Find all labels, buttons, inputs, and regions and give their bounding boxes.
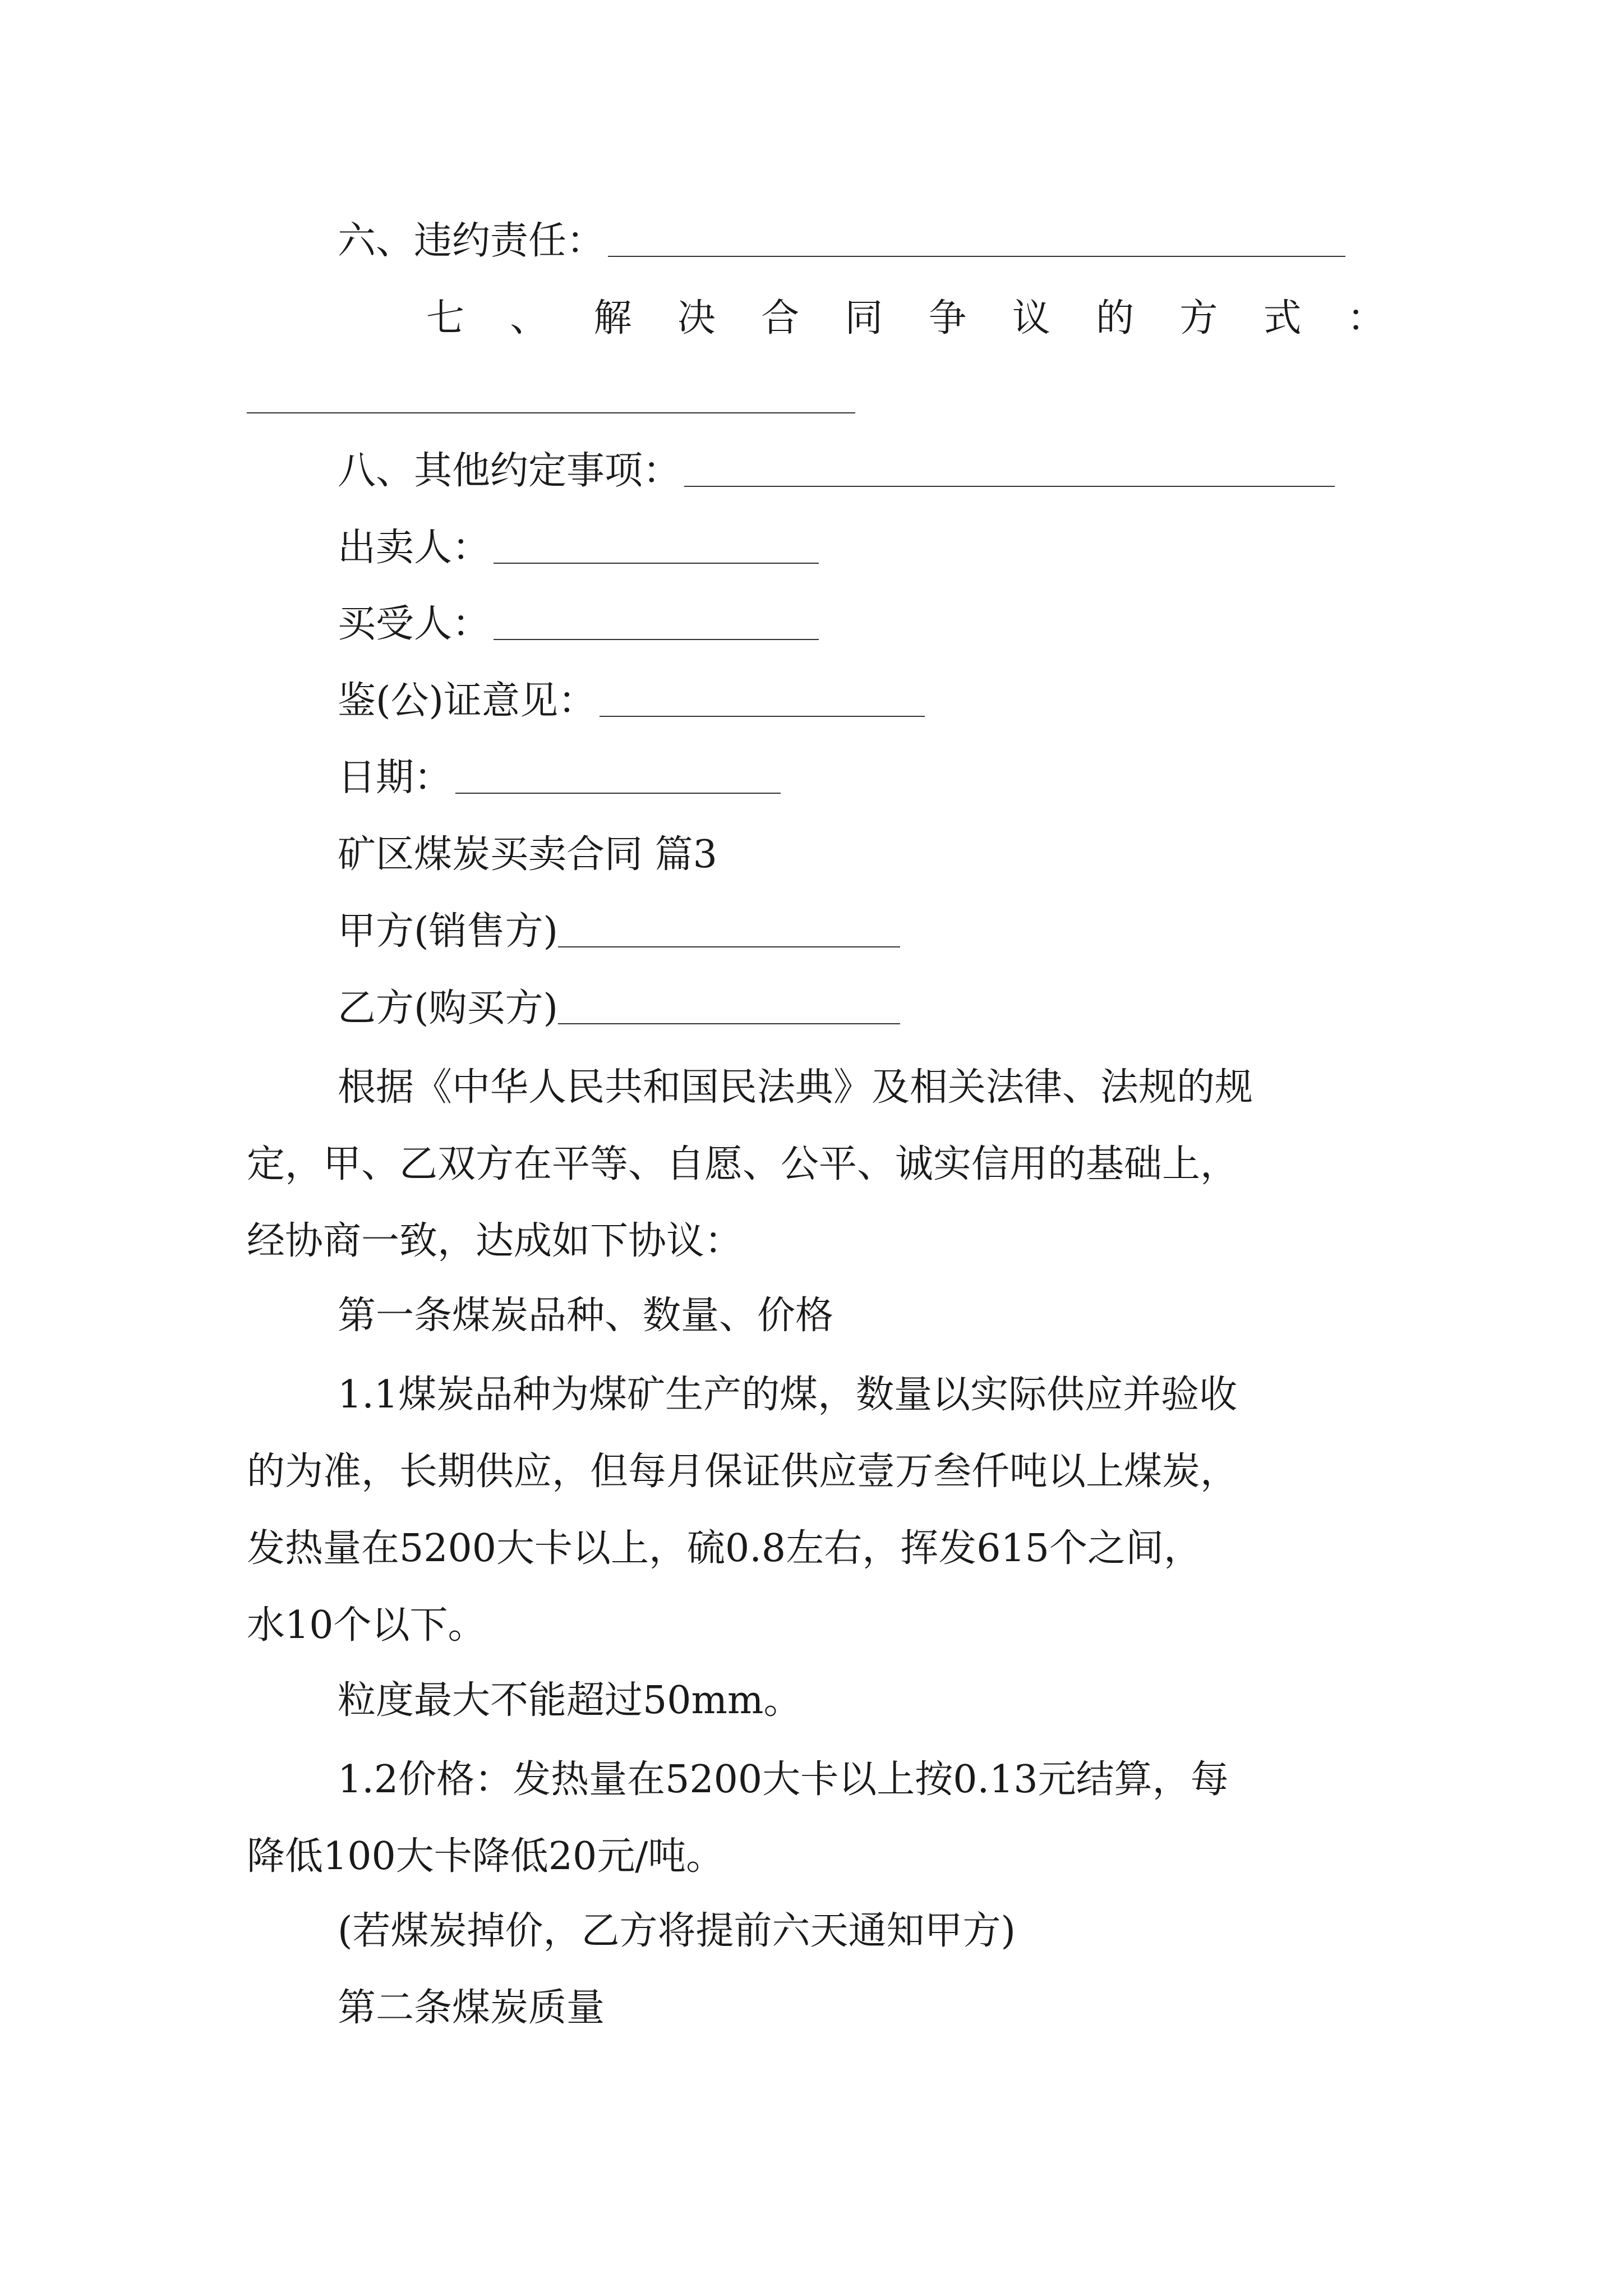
paragraph-1-1-line-3: 发热量在5200大卡以上，硫0.8左右，挥发615个之间， [247, 1526, 1202, 1571]
seller-line [247, 520, 1385, 576]
clause-eight-label: 八、其他约定事项： [338, 449, 681, 493]
clause-seven-char-2: 解 [593, 296, 632, 341]
buyer-blank[interactable] [494, 633, 819, 640]
paragraph-1-1-line-2: 的为准，长期供应，但每月保证供应壹万叁仟吨以上煤炭， [247, 1450, 1239, 1494]
party-b-label: 乙方(购买方) [338, 986, 559, 1030]
date-blank[interactable] [455, 787, 781, 794]
article-one-title-text: 第一条煤炭品种、数量、价格 [338, 1294, 834, 1338]
buyer-label: 买受人： [338, 602, 491, 646]
clause-six [247, 213, 1385, 269]
section-title-text: 矿区煤炭买卖合同 篇3 [338, 832, 717, 877]
paragraph-price-note [247, 1903, 1385, 1959]
paragraph-basis-line-1: 根据《中华人民共和国民法典》及相关法律、法规的规 [338, 1065, 1253, 1110]
date-label: 日期： [338, 756, 453, 800]
paragraph-1-1-line-1: 1.1煤炭品种为煤矿生产的煤，数量以实际供应并验收 [338, 1373, 1238, 1417]
paragraph-price-note-text: (若煤炭掉价，乙方将提前六天通知甲方) [338, 1909, 1016, 1953]
paragraph-1-1-line-4: 水10个以下。 [247, 1603, 486, 1648]
party-a-line [247, 904, 1385, 960]
clause-seven-char-9: 方 [1179, 296, 1218, 341]
article-one-title [247, 1288, 1385, 1344]
clause-seven-blank[interactable] [247, 412, 855, 413]
paragraph-1-2 [247, 1741, 1385, 1895]
clause-eight [247, 443, 1385, 499]
clause-eight-blank[interactable] [684, 480, 1335, 487]
clause-seven-char-8: 的 [1096, 296, 1135, 341]
clause-seven-char-7: 议 [1012, 296, 1050, 341]
party-a-label: 甲方(销售方) [338, 909, 559, 954]
party-b-blank[interactable] [558, 1018, 900, 1024]
notary-label: 鉴(公)证意见： [338, 679, 597, 723]
clause-seven-char-6: 争 [928, 296, 967, 341]
clause-seven-char-0: 七 [426, 296, 465, 341]
clause-seven-char-3: 决 [677, 296, 716, 341]
clause-seven-char-10: 式 [1263, 296, 1302, 341]
notary-line [247, 673, 1385, 729]
paragraph-1-2-line-1: 1.2价格：发热量在5200大卡以上按0.13元结算，每 [338, 1757, 1229, 1802]
seller-label: 出卖人： [338, 526, 491, 570]
clause-six-label: 六、违约责任： [338, 219, 605, 263]
buyer-line [247, 596, 1385, 652]
paragraph-basis [247, 1049, 1385, 1280]
paragraph-1-1 [247, 1356, 1385, 1664]
party-b-line [247, 981, 1385, 1037]
clause-seven-char-11: ： [1347, 296, 1385, 341]
clause-seven [426, 291, 1385, 347]
article-two-title-text: 第二条煤炭质量 [338, 1986, 605, 2030]
party-a-blank[interactable] [558, 941, 900, 947]
article-two-title [247, 1980, 1385, 2036]
paragraph-1-2-line-2: 降低100大卡降低20元/吨。 [247, 1834, 725, 1879]
seller-blank[interactable] [494, 557, 819, 564]
section-title [247, 827, 1385, 883]
clause-six-blank[interactable] [608, 250, 1345, 257]
paragraph-basis-line-2: 定，甲、乙双方在平等、自愿、公平、诚实信用的基础上， [247, 1142, 1239, 1186]
clause-seven-char-1: 、 [510, 296, 548, 341]
clause-seven-char-5: 同 [845, 296, 883, 341]
paragraph-basis-line-3: 经协商一致，达成如下协议： [247, 1219, 743, 1263]
date-line [247, 750, 1385, 806]
paragraph-granularity-text: 粒度最大不能超过50mm。 [338, 1678, 802, 1723]
notary-blank[interactable] [600, 710, 925, 717]
paragraph-granularity [247, 1673, 1385, 1729]
clause-seven-char-4: 合 [761, 296, 800, 341]
